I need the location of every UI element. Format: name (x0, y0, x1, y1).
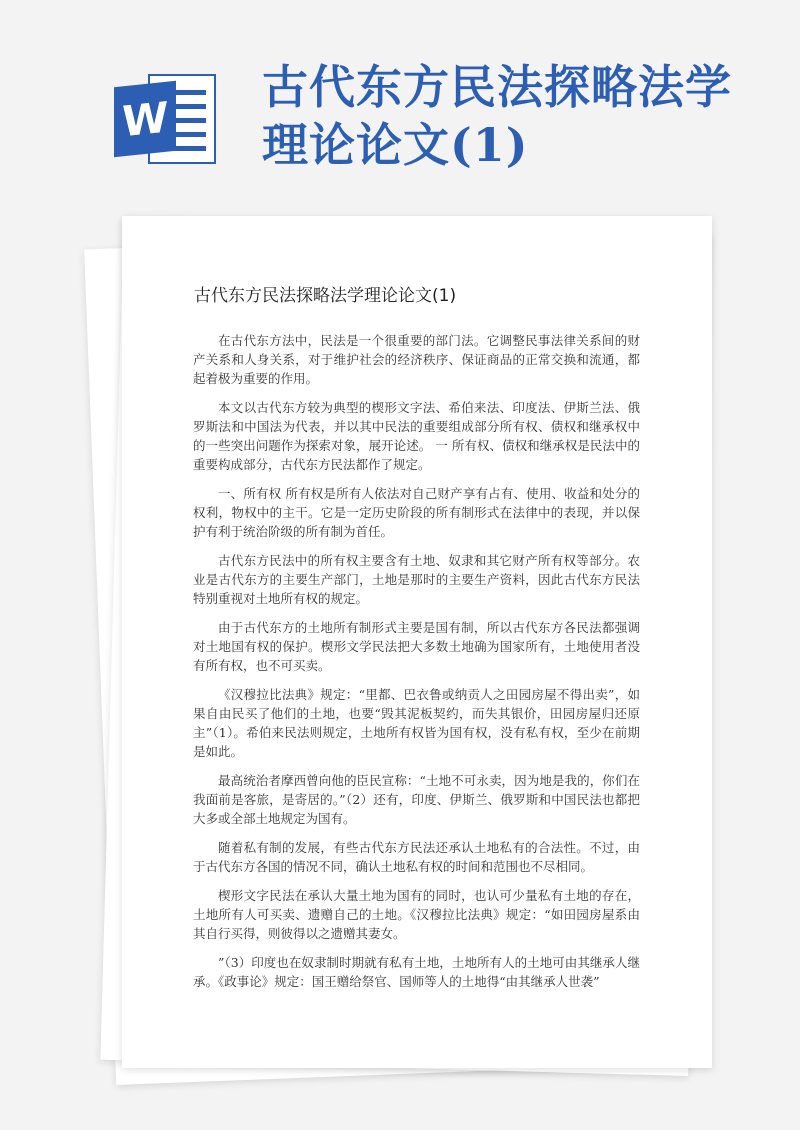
header-title: 古代东方民法探略法学理论论文(1) (262, 60, 732, 172)
paragraph: 在古代东方法中，民法是一个很重要的部门法。它调整民事法律关系间的财产关系和人身关系，对于维护社会的经济秩序、保证商品的正常交换和流通，都起着极为重要的作用。 (193, 333, 640, 386)
word-logo (108, 68, 220, 170)
document-title: 古代东方民法探略法学理论论文(1) (194, 286, 457, 306)
paragraph: 《汉穆拉比法典》规定：“里都、巴衣鲁或纳贡人之田园房屋不得出卖”，如果自由民买了他们的土地，也要“毁其泥板契约，而失其银价，田园房屋归还原主”（1）。希伯来民法则规定，土地所有权皆为国有权，没有私有权，至少在前期是如此。 (193, 687, 640, 759)
document-body (193, 331, 640, 1001)
paragraph: 由于古代东方的土地所有制形式主要是国有制，所以古代东方各民法都强调对土地国有权的保护。楔形文学民法把大多数土地确为国家所有，土地使用者没有所有权，也不可买卖。 (193, 620, 640, 673)
word-w-icon: W (114, 81, 176, 158)
paragraph: 最高统治者摩西曾向他的臣民宣称：“土地不可永卖，因为地是我的，你们在我面前是客旅，是寄居的。”（2）还有，印度、伊斯兰、俄罗斯和中国民法也都把大多或全部土地规定为国有。 (193, 773, 640, 826)
paragraph: 古代东方民法中的所有权主要含有土地、奴隶和其它财产所有权等部分。农业是古代东方的主要生产部门，土地是那时的主要生产资料，因此古代东方民法特别重视对土地所有权的规定。 (193, 553, 640, 606)
paragraph: 本文以古代东方较为典型的楔形文字法、希伯来法、印度法、伊斯兰法、俄罗斯法和中国法为代表，并以其中民法的重要组成部分所有权、债权和继承权中的一些突出问题作为探索对象，展开论述。 一 所有权、债权和继承权是民法中的重要构成部分，古代东方民法都作了规定。 (193, 400, 640, 472)
paragraph: 一、所有权 所有权是所有人依法对自己财产享有占有、使用、收益和处分的权利，物权中的主干。它是一定历史阶段的所有制形式在法律中的表现，并以保护有利于统治阶级的所有制为首任。 (193, 486, 640, 539)
paragraph: 随着私有制的发展，有些古代东方民法还承认土地私有的合法性。不过，由于古代东方各国的情况不同，确认土地私有权的时间和范围也不尽相同。 (193, 840, 640, 874)
paragraph: ”（3）印度也在奴隶制时期就有私有土地，土地所有人的土地可由其继承人继承。《政事论》规定：国王赠给祭官、国师等人的土地得“由其继承人世袭” (193, 955, 640, 989)
paragraph: 楔形文字民法在承认大量土地为国有的同时，也认可少量私有土地的存在，土地所有人可买卖、遗赠自己的土地。《汉穆拉比法典》规定：“如田园房屋系由其自行买得，则彼得以之遗赠其妻女。 (193, 888, 640, 941)
